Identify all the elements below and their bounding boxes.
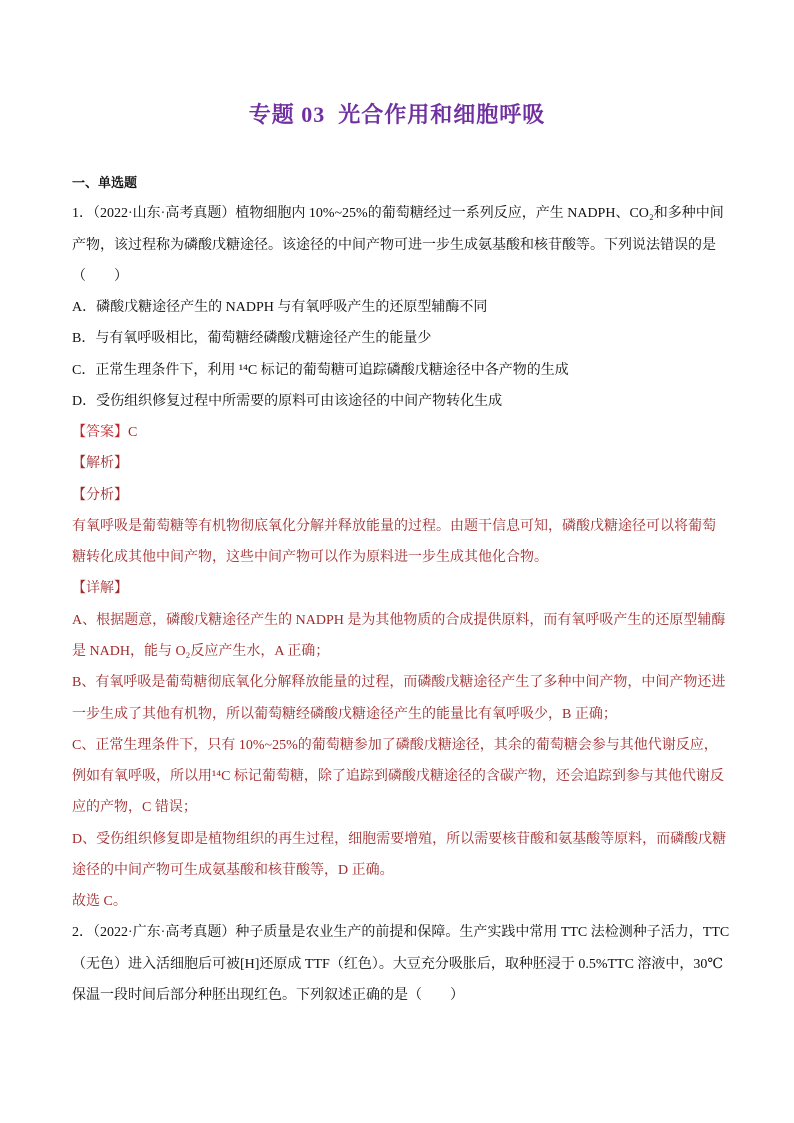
- xiangjie-line: B、有氧呼吸是葡萄糖彻底氧化分解释放能量的过程，而磷酸戊糖途径产生了多种中间产物，中间产物还进: [72, 675, 726, 691]
- fenxi-label: 【分析】: [72, 487, 128, 503]
- xiangjie-line: C、正常生理条件下，只有 10%~25%的葡萄糖参加了磷酸戊糖途径，其余的葡萄糖会参与其他代谢反应，: [72, 737, 718, 753]
- conclusion: 故选 C。: [72, 894, 127, 910]
- xiangjie-label: 【详解】: [72, 581, 128, 597]
- section-heading: 一、单选题: [72, 175, 138, 190]
- xiangjie-line: 一步生成了其他有机物，所以葡萄糖经磷酸戊糖途径产生的能量比有氧呼吸少，B 正确；: [72, 706, 617, 722]
- page-title: 专题 03 光合作用和细胞呼吸: [248, 102, 546, 127]
- question-2-stem-line: （无色）进入活细胞后可被[H]还原成 TTF（红色）。大豆充分吸胀后，取种胚浸于 0.5%TTC 溶液中，30℃: [72, 956, 724, 972]
- xiangjie-line: D、受伤组织修复即是植物组织的再生过程，细胞需要增殖，所以需要核苷酸和氨基酸等原料，而磷酸戊糖: [72, 831, 727, 847]
- question-2-stem-line: 2．（2022·广东·高考真题）种子质量是农业生产的前提和保障。生产实践中常用 TTC 法检测种子活力，TTC: [72, 925, 730, 941]
- question-1: [72, 198, 732, 917]
- document-body: [72, 167, 732, 1011]
- option-d: D．受伤组织修复过程中所需要的原料可由该途径的中间产物转化生成: [72, 393, 503, 409]
- answer-label: 【答案】: [72, 425, 128, 441]
- xiangjie-line: 应的产物，C 错误；: [72, 800, 197, 816]
- xiangjie-line: A、根据题意，磷酸戊糖途径产生的 NADPH 是为其他物质的合成提供原料，而有氧呼吸产生的还原型辅酶: [72, 612, 726, 628]
- option-c: C．正常生理条件下，利用 ¹⁴C 标记的葡萄糖可追踪磷酸戊糖途径中各产物的生成: [72, 362, 569, 378]
- question-1-stem-line: （ ）: [72, 268, 128, 284]
- xiangjie-line: 例如有氧呼吸，所以用¹⁴C 标记葡萄糖，除了追踪到磷酸戊糖途径的含碳产物，还会追踪到参与其他代谢反: [72, 769, 724, 785]
- question-1-stem-line: 产物，该过程称为磷酸戊糖途径。该途径的中间产物可进一步生成氨基酸和核苷酸等。下列说法错误的是: [72, 237, 716, 253]
- answer-value: C: [128, 425, 138, 441]
- xiangjie-line: 途径的中间产物可生成氨基酸和核苷酸等，D 正确。: [72, 862, 394, 878]
- question-2-stem-line: 保温一段时间后部分种胚出现红色。下列叙述正确的是（ ）: [72, 987, 464, 1003]
- jiexi-label: 【解析】: [72, 456, 128, 472]
- fenxi-line: 有氧呼吸是葡萄糖等有机物彻底氧化分解并释放能量的过程。由题干信息可知，磷酸戊糖途径可以将葡萄: [72, 518, 716, 534]
- xiangjie-line: 是 NADH，能与 O₂反应产生水，A 正确；: [72, 643, 330, 659]
- question-1-stem-line: 1．（2022·山东·高考真题）植物细胞内 10%~25%的葡萄糖经过一系列反应，产生 NADPH、CO₂和多种中间: [72, 206, 724, 222]
- option-a: A．磷酸戊糖途径产生的 NADPH 与有氧呼吸产生的还原型辅酶不同: [72, 300, 488, 316]
- question-2: [72, 917, 732, 1011]
- option-b: B．与有氧呼吸相比，葡萄糖经磷酸戊糖途径产生的能量少: [72, 331, 432, 347]
- fenxi-line: 糖转化成其他中间产物，这些中间产物可以作为原料进一步生成其他化合物。: [72, 550, 548, 566]
- answer-line: [72, 417, 732, 448]
